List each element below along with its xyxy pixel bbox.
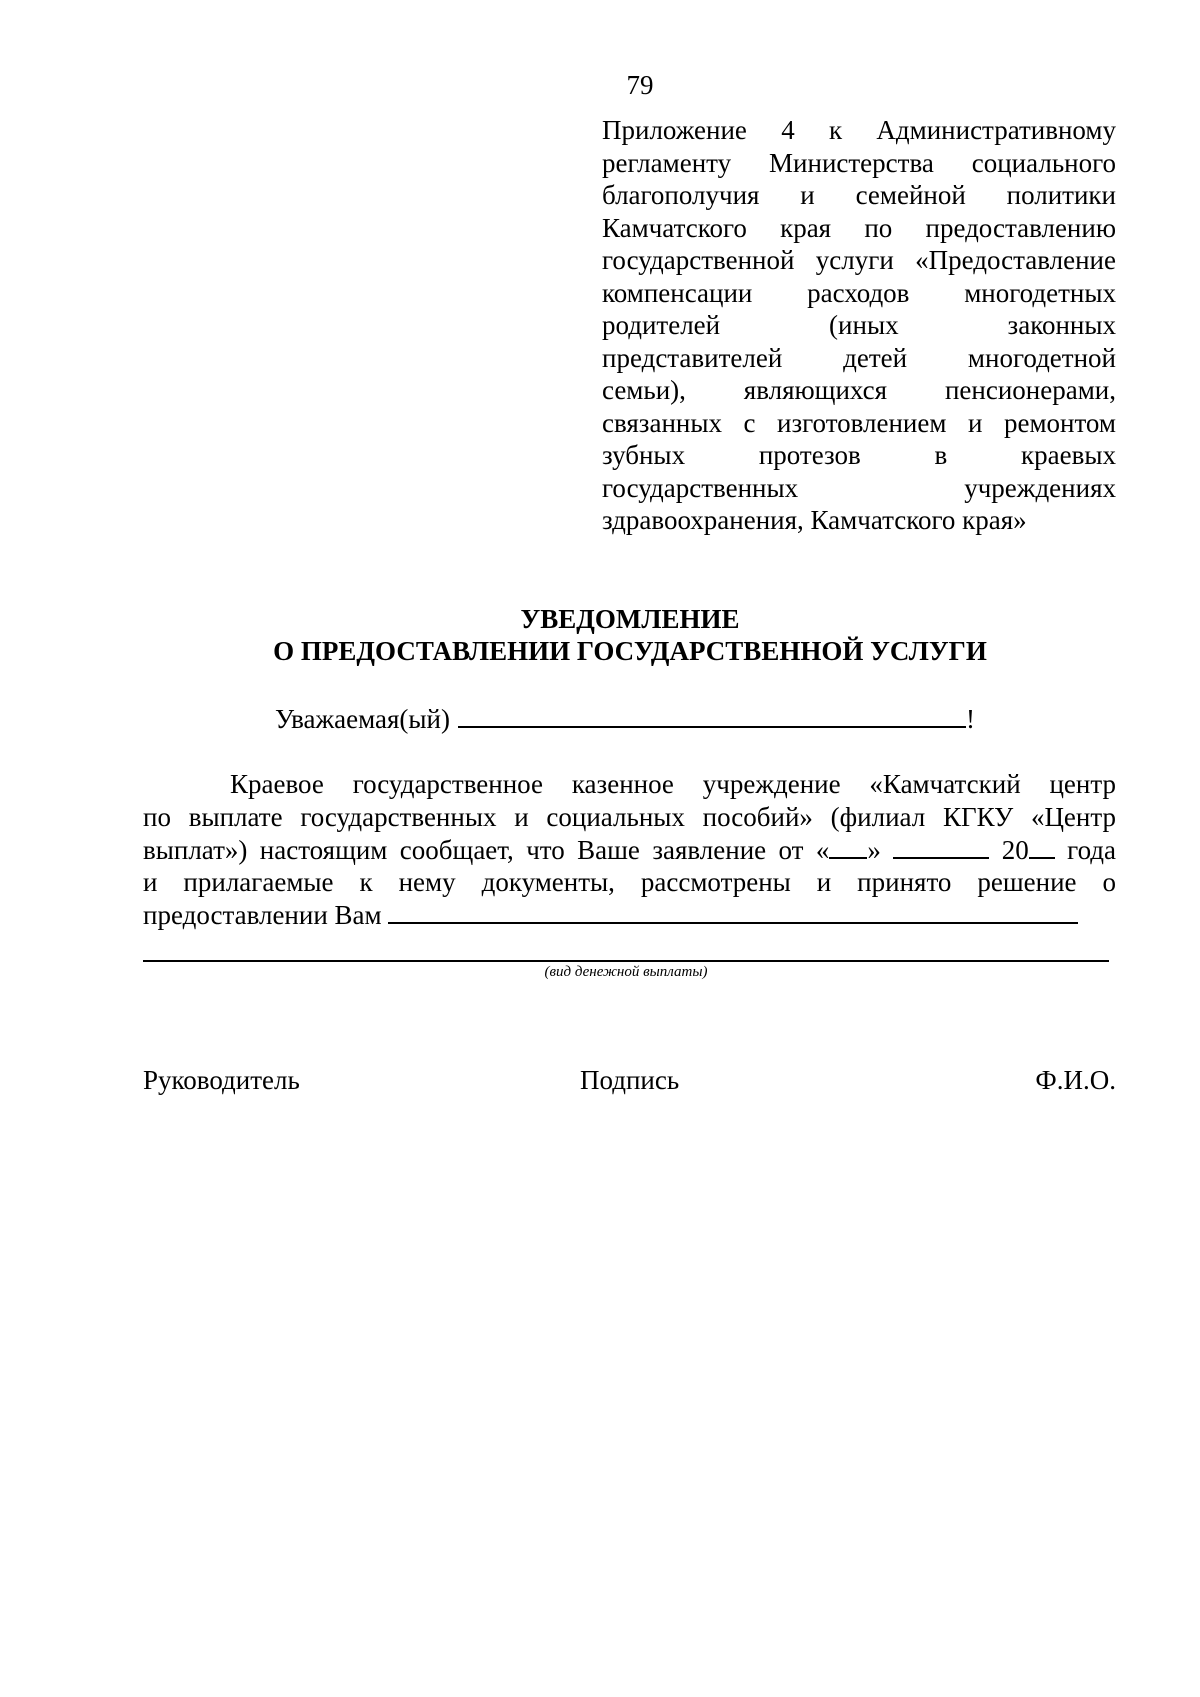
title-line-2: О ПРЕДОСТАВЛЕНИИ ГОСУДАРСТВЕННОЙ УСЛУГИ — [273, 636, 987, 666]
body-line-4: и прилагаемые к нему документы, рассмотрены и принято решение о — [143, 866, 1116, 897]
body-line-5-text: предоставлении Вам — [143, 900, 382, 930]
appendix-line: связанных с изготовлением и ремонтом — [602, 407, 1116, 438]
appendix-line: Приложение 4 к Административному — [602, 115, 1116, 145]
date-day-blank[interactable] — [829, 833, 867, 859]
body-line-5 — [143, 898, 1116, 931]
body-line-3-end: года — [1067, 835, 1117, 865]
appendix-note — [602, 114, 1116, 537]
appendix-line: Камчатского края по предоставлению — [602, 212, 1116, 243]
appendix-line: благополучия и семейной политики — [602, 180, 1116, 210]
body-line-1: Краевое государственное казенное учреждение «Камчатский центр — [230, 769, 1116, 799]
appendix-line: компенсации расходов многодетных — [602, 277, 1116, 308]
signature-head-label: Руководитель — [143, 1065, 300, 1095]
payment-type-caption: (вид денежной выплаты) — [544, 964, 708, 980]
signature-sign-label: Подпись — [580, 1065, 680, 1095]
document-title — [130, 603, 1130, 667]
greeting — [275, 700, 975, 735]
payment-type-blank[interactable] — [388, 898, 1078, 924]
body-line-2: по выплате государственных и социальных пособий» (филиал КГКУ «Центр — [143, 801, 1116, 832]
page-number: 79 — [626, 70, 654, 100]
payment-type-blank-line-2[interactable] — [143, 960, 1109, 962]
appendix-line: зубных протезов в краевых — [602, 440, 1116, 470]
recipient-name-blank[interactable] — [458, 700, 966, 728]
title-line-1: УВЕДОМЛЕНИЕ — [520, 604, 740, 634]
body-line-3-year: 20 — [1001, 835, 1029, 865]
notice-body — [143, 768, 1116, 931]
appendix-line: родителей (иных законных — [602, 310, 1116, 340]
appendix-line: государственной услуги «Предоставление — [602, 245, 1116, 275]
appendix-line: семьи), являющихся пенсионерами, — [602, 375, 1116, 405]
appendix-line: здравоохранения, Камчатского края» — [602, 505, 1027, 535]
date-month-blank[interactable] — [893, 833, 989, 859]
date-year-blank[interactable] — [1029, 833, 1055, 859]
appendix-line: регламенту Министерства социального — [602, 147, 1116, 178]
signature-name-label: Ф.И.О. — [1035, 1065, 1116, 1095]
body-line-3-start: выплат») настоящим сообщает, что Ваше заявление от « — [143, 835, 830, 865]
greeting-label: Уважаемая(ый) — [275, 704, 450, 734]
appendix-line: представителей детей многодетной — [602, 342, 1116, 373]
body-line-3 — [143, 833, 1116, 866]
appendix-line: государственных учреждениях — [602, 472, 1116, 503]
greeting-exclamation: ! — [965, 704, 975, 734]
body-line-3-quote: » — [867, 835, 881, 865]
